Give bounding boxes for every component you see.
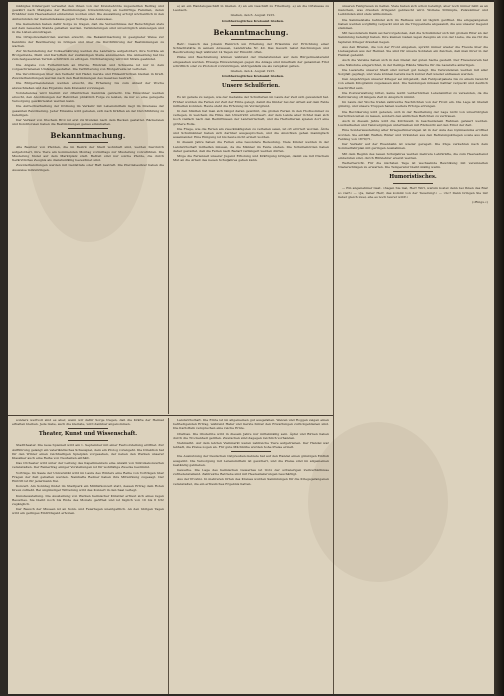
middle-column-article: e) an ein Handelsgeschäft in Gießen. d) an ein Geschäft zu Friedberg. e) an die Ortskasse zu Laubach. Gießen, den 6. August 1915. Großherzogliches Kreisamt Gießen. Bekanntmachung. Betr.: Gesuch des Johann Heinrich um Erteilung der Erlaubnis zur Errichtung einer Schlachtstätte in seinem Anwesen, Landstraße Nr. 40. Das Gesuch nebst Zeichnungen und Beschreibung liegt während 14 Tagen zur Einsicht offen. Pläne und Beschreibung können während der Dienststunden auf dem Bürgermeisteramt eingesehen werden. Etwaige Einwendungen gegen die Anlage sind innerhalb der genannten Frist schriftlich oder zu Protokoll vorzubringen, widrigenfalls sie als verspätet gelten. Gießen, den 4. August 1915. Großherzogliches Kreisamt Gießen. Unsere Schulferien. Es ist gerade zu zeigen, wie der Gedanke der Schulferien im Laufe der Zeit sich gewandelt hat. Früher wurden die Ferien zur Zeit der Ernte gelegt, damit die Kinder bei der Arbeit auf dem Felde mithelfen konnten. Heute steht die Erholung im Vordergrund. In den Städten hat man sich längst daran gewöhnt, die großen Ferien in den Hochsommer zu verlegen, in welchem die Hitze den Unterricht erschwert. Auf dem Lande aber richtet man sich noch vielfach nach den Bedürfnissen der Landwirtschaft, und die Herbstferien spielen dort eine größere Rolle. Die Frage, wie die Ferien am zweckmäßigsten zu verteilen seien, ist oft erörtert worden. Ärzte und Schulmänner haben sich darüber ausgesprochen, und die Ansichten gehen mannigfach auseinander. Eine Einigung ist bis heute nicht erzielt worden. In diesem Jahre haben die Ferien eine besondere Bedeutung. Viele Kinder werden in der Landwirtschaft mithelfen müssen, da die Männer im Felde stehen. Die Schulbehörden haben daher gestattet, daß die Ferien nach Bedarf verlängert werden dürfen. Möge die Ferienzeit unserer Jugend Erholung und Kräftigung bringen, damit sie mit frischem Mut an die Arbeit des neuen Schuljahres gehen kann. [173,4,329,163]
heading-bekanntmachung-1: Bekanntmachung. [50,131,126,141]
book-binding-edge [494,0,504,696]
section-rule [8,415,333,416]
bottom-left-article: sonders wertvoll sind es aber, wenn wir dafür Sorge tragen, daß die Kräfte der Heimat erhalten bleiben. Jede Gabe, auch die kleinste, wird dankbar angenommen. Theater, Kunst und Wissenschaft. Stadttheater. Die neue Spielzeit wird am 1. September mit einer Festvorstellung eröffnet. Zur Aufführung gelangt ein vaterländisches Schauspiel, dem ein Prolog vorangeht. Die Direktion hat für den Winter einen reichhaltigen Spielplan vorgesehen, der neben den Werken unserer Klassiker auch eine Reihe von Neuheiten enthält. Das Orchester wird unter der Leitung des Kapellmeisters eine Anzahl von Sinfoniekonzerten veranstalten. Der Reinertrag einiger Vorstellungen ist für wohltätige Zwecke bestimmt. Vorträge. Im Saale der Universität wird im Laufe des Winters eine Reihe von Vorträgen über Fragen der Zeit gehalten werden. Namhafte Redner haben ihre Mitwirkung zugesagt. Der Eintritt ist für jedermann frei. Konzert. Am Sonntag findet im Stadtpark ein Militärkonzert statt, dessen Ertrag dem Roten Kreuz zufließt. Bei ungünstiger Witterung wird das Konzert in den Saal verlegt. Kunstausstellung. Die Ausstellung von Werken heimischer Künstler erfreut sich eines regen Besuches. Sie bleibt noch bis Ende des Monats geöffnet und ist täglich von 10 bis 6 Uhr zugänglich. Der Besuch der Museen ist an Sonn- und Feiertagen unentgeltlich. An den übrigen Tagen wird ein geringes Eintrittsgeld erhoben. [12,418,164,516]
newspaper-page [8,2,494,694]
column-rule [168,2,169,414]
heading-unsere-schulferien: Unsere Schulferien. [222,83,280,90]
column-rule [333,2,334,694]
heading-theater: Theater, Kunst und Wissenschaft. [38,431,138,438]
heading-humoristisches: Humoristisches. [389,174,437,181]
bottom-middle-article: Landwirtschaft. Die Ernte ist im allgemeinen gut ausgefallen. Weizen und Roggen zeigen einen befriedigenden Ertrag, während Hafer und Gerste hinter den Erwartungen zurückgeblieben sind. Die Kartoffeln versprechen eine reiche Ernte. Obstbau. Die Obsternte wird in diesem Jahre nur mittelmäßig sein. Äpfel und Birnen haben durch die Trockenheit gelitten. Zwetschen sind dagegen reichlich vorhanden. Viehmarkt. Auf dem letzten Viehmarkt waren zahlreiche Tiere aufgetrieben. Der Handel war lebhaft, die Preise zogen an. Für gute Milchkühe wurden hohe Preise erzielt. Die Ausnutzung der Deutschen Ostpreußen-Gebiete hat auf den Handel einen günstigen Einfluß ausgeübt. Die Versorgung mit Lebensmitteln ist gesichert, und die Preise sind im allgemeinen beständig geblieben. Gewerbe. Die Lage des heimischen Gewerbes ist trotz der schwierigen Zeitverhältnisse zufriedenstellend. Zahlreiche Betriebe sind mit Heereslieferungen beschäftigt. Aus der Provinz. In mehreren Orten des Kreises wurden Sammlungen für die Kriegsgefangenen veranstaltet, die ein erfreuliches Ergebnis hatten. [173,418,329,486]
left-column-article: mäßigtes Kindergeld verwaltet den ihnen von der Kreisbehörde zugestellten Beitrag und gewährt nach Maßgabe der Bestimmungen Unterstützung an bedürftige Familien, deren Ernährer zum Heeresdienst einberufen worden sind. Die Auszahlung erfolgt wöchentlich in den Amtsstunden der Gemeindekasse gegen Vorlage des Ausweises. Die Gemeinden haben dafür Sorge zu tragen, daß die Verzeichnisse der Berechtigten stets auf dem neuesten Stande gehalten werden. Veränderungen sind unverzüglich anzuzeigen und in die Listen einzutragen. Die Ortspolizeibehörden werden ersucht, die Bekanntmachung in geeigneter Weise zur Kenntnis der Bevölkerung zu bringen und über die Durchführung der Bestimmungen zu wachen. Zur Sicherstellung der Volksernährung werden die Landwirte aufgefordert, ihre Vorräte an Brotgetreide, Mehl und Kartoffeln der zuständigen Stelle anzumelden. Die Anmeldung hat bis zum festgesetzten Termin schriftlich zu erfolgen. Nichtbefolgung wird mit Strafe geahndet. Die Abgabe von Futtermitteln an Pferde, Rindvieh und Schweine ist nur in dem vorgeschriebenen Umfange gestattet. Die Verfütterung von Brotgetreide ist verboten. Die Verordnungen über den Verkehr mit Hafer, Gerste und Hülsenfrüchten bleiben in Kraft. Zuwiderhandlungen werden nach den Bestimmungen des Gesetzes bestraft. Die Bürgermeistereien werden ersucht, die Erhebung bis zum Ablauf der Woche abzuschließen und das Ergebnis dem Kreisamt vorzulegen. Vorstehendes wird hiermit zur öffentlichen Kenntnis gebracht. Die Einwohner werden ersucht, den Anordnungen der Behörden pünktlich Folge zu leisten, da nur so eine geregelte Versorgung gewährleistet werden kann. Die Aufrechterhaltung der Ordnung im Verkehr mit Lebensmitteln liegt im Interesse der gesamten Bevölkerung. Jeder Einzelne wird gebeten, sich nach Kräften an der Durchführung zu beteiligen. Der Verkauf von frischem Brot ist erst 24 Stunden nach dem Backen gestattet. Bäckereien und Konditoreien haben die Bestimmungen genau einzuhalten. Bekanntmachung. Alle Besitzer von Pferden, die im Bezirk der Stadt wohnhaft sind, werden hierdurch aufgefordert, ihre Tiere am kommenden Montag vormittags zur Musterung vorzuführen. Die Musterung findet auf dem Marktplatz statt. Befreit sind nur solche Pferde, die durch tierärztliches Zeugnis als dienstunfähig bezeichnet sind. Zuwiderhandlungen werden mit Geldstrafe oder Haft bestraft. Die Pferdebesitzer haben die Ausweise mitzubringen. [12,4,164,172]
column-rule [168,418,169,694]
heading-bekanntmachung-2: Bekanntmachung. [213,27,289,37]
right-column-article: unseren Feldgrauen zu helfen. Viele haben sich schon beteiligt, aber noch immer fehlt es an manchem, was draußen dringend gebraucht wird. Wollene Strümpfe, Pulswärmer und Leibbinden sind stets willkommen. Die Sammelstelle befindet sich im Rathaus und ist täglich geöffnet. Die eingegangenen Gaben werden sorgfältig verpackt und an die Truppenteile abgesandt, die aus unserer Gegend stammen. Mit besonderem Dank sei hervorgehoben, daß die Schulkinder sich mit großem Eifer an der Sammlung beteiligt haben. Ihre kleinen Gaben legen Zeugnis ab von der Liebe, die sie für die tapferen Krieger draußen hegen. Aus den Briefen, die von der Front eingehen, spricht immer wieder die Freude über die Liebesgaben aus der Heimat. Sie sind für unsere Soldaten ein Zeichen, daß man ihrer in der Heimat gedenkt. Auch die Vereine haben sich in den Dienst der guten Sache gestellt. Der Frauenverein hat eine Nähstube eingerichtet, in der fleißige Hände Wäsche für die Lazarette anfertigen. Die Lazarette unserer Stadt sind zurzeit gut belegt. Die Verwundeten werden mit aller Sorgfalt gepflegt, und viele können bereits nach kurzer Zeit wieder entlassen werden. Den Angehörigen unserer Krieger sei mitgeteilt, daß Feldpostpakete bis zu einem Gewicht von einem Kilogramm zugelassen sind. Die Sendungen müssen haltbar verpackt und deutlich beschriftet sein. Die Postverwaltung bittet, keine leicht verderblichen Lebensmittel zu versenden, da die Beförderung oft längere Zeit in Anspruch nimmt. Im Laufe der Woche trafen zahlreiche Nachrichten von der Front ein. Die Lage ist überall günstig, und unsere Truppen haben weitere Erfolge errungen. Die Bevölkerung wird gebeten, sich in der Beurteilung der Lage nicht von unverbürgten Gerüchten leiten zu lassen, sondern den amtlichen Berichten zu vertrauen. Auch in diesem Jahre wird die Kirchweih in bescheidenem Rahmen gefeiert werden. Lustbarkeiten und Tanzvergnügen unterbleiben mit Rücksicht auf den Ernst der Zeit. Eine Sonderausstellung alter Kriegserinnerungen ist in der Aula des Gymnasiums eröffnet worden. Sie enthält Waffen, Bilder und Urkunden aus den Befreiungskriegen sowie aus dem Feldzug von 1870/71. Der Verkehr auf der Eisenbahn ist wieder geregelt. Die Züge verkehren nach dem Sommerfahrplan mit geringen Ausnahmen. Mit dem Beginn des neuen Schuljahres werden mehrere Lehrkräfte, die zum Heeresdienst einberufen sind, durch Hilfslehrer ersetzt werden. Wetterbericht. Für die nächsten Tage ist wechselnde Bewölkung mit vereinzelten Niederschlägen zu erwarten. Die Temperatur bleibt mäßig warm. Humoristisches. — Ein angenehmer Gast. »Sagen Sie mal, Herr Wirt, warum kostet denn bei Ihnen das Bier so viel?« — »Ja, lieber Herr, das kommt von der Teuerung!« — »So? Dann bringen Sie mir lieber gleich zwei, ehe es noch teurer wird!« (»Rings.«) [338,4,488,204]
